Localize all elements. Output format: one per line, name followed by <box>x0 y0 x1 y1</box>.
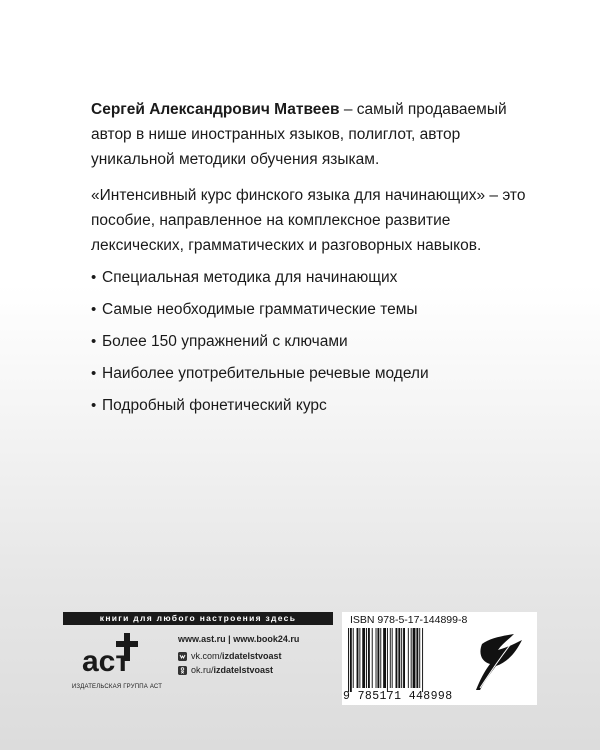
barcode-bar <box>398 628 400 688</box>
barcode-bar <box>350 628 352 692</box>
barcode-bar <box>368 628 370 688</box>
publisher-slogan: книги для любого настроения здесь <box>63 612 333 625</box>
list-item <box>91 358 429 390</box>
barcode-bar <box>377 628 379 688</box>
bullet-icon: • <box>91 269 97 286</box>
author-name: Сергей Александрович Матвеев <box>91 101 340 118</box>
author-intro <box>91 97 531 172</box>
vk-link[interactable] <box>178 650 338 663</box>
list-item <box>91 326 429 358</box>
isbn-barcode-box <box>342 612 537 705</box>
list-item <box>91 262 429 294</box>
barcode-bar <box>401 628 402 688</box>
list-item <box>91 294 429 326</box>
barcode-bar <box>380 628 381 688</box>
barcode-bar <box>408 628 409 688</box>
publisher-links <box>178 633 338 677</box>
author-description: – самый продаваемый автор в нише иностранных языков, полиглот, автор уникальной методики обучения языкам. <box>91 101 507 168</box>
feature-text: Самые необходимые грамматические темы <box>102 301 418 318</box>
vk-prefix: vk.com/ <box>191 651 223 661</box>
barcode-bar <box>396 628 398 688</box>
barcode-bar <box>357 628 359 688</box>
barcode-bar <box>359 628 360 688</box>
barcode-bar <box>411 628 412 688</box>
barcode-icon <box>346 628 454 692</box>
barcode-bar <box>419 628 420 688</box>
bullet-icon: • <box>91 301 97 318</box>
barcode-bar <box>372 628 373 688</box>
barcode-bar <box>376 628 377 688</box>
bullet-icon: • <box>91 333 97 350</box>
barcode-bar <box>366 628 367 688</box>
barcode-bar <box>390 628 391 688</box>
vk-icon <box>178 652 187 661</box>
barcode-bar <box>413 628 416 688</box>
list-item <box>91 390 429 422</box>
barcode-bar <box>403 628 405 688</box>
isbn-label: ISBN 978-5-17-144899-8 <box>350 614 468 626</box>
barcode-bar <box>383 628 386 688</box>
feature-text: Специальная методика для начинающих <box>102 269 398 286</box>
ok-prefix: ok.ru/ <box>191 665 214 675</box>
bullet-icon: • <box>91 397 97 414</box>
barcode-bar <box>416 628 418 688</box>
website-links[interactable]: www.ast.ru | www.book24.ru <box>178 634 300 644</box>
barcode-bar <box>422 628 423 692</box>
publisher-name: ИЗДАТЕЛЬСКАЯ ГРУППА АСТ <box>71 684 163 690</box>
ok-icon <box>178 666 187 675</box>
feature-text: Более 150 упражнений с ключами <box>102 333 348 350</box>
barcode-bar <box>348 628 349 692</box>
feature-text: Подробный фонетический курс <box>102 397 327 414</box>
ok-link[interactable] <box>178 664 338 677</box>
barcode-bar <box>353 628 354 688</box>
logo-text: аст <box>82 645 131 678</box>
vk-handle: izdatelstvoast <box>222 651 282 661</box>
ok-handle: izdatelstvoast <box>213 665 274 675</box>
bullet-icon: • <box>91 365 97 382</box>
barcode-bar <box>392 628 393 688</box>
feather-icon <box>468 632 526 692</box>
barcode-bar <box>362 628 365 688</box>
ast-logo-icon <box>80 631 150 679</box>
book-description: «Интенсивный курс финского языка для начинающих» – это пособие, направленное на комплексное развитие лексических, грамматических и разговорных навыков. <box>91 187 526 254</box>
barcode-digits: 9 785171 448998 <box>343 690 453 703</box>
features-list <box>91 262 429 422</box>
barcode-bar <box>387 628 388 692</box>
feature-text: Наиболее употребительные речевые модели <box>102 365 429 382</box>
